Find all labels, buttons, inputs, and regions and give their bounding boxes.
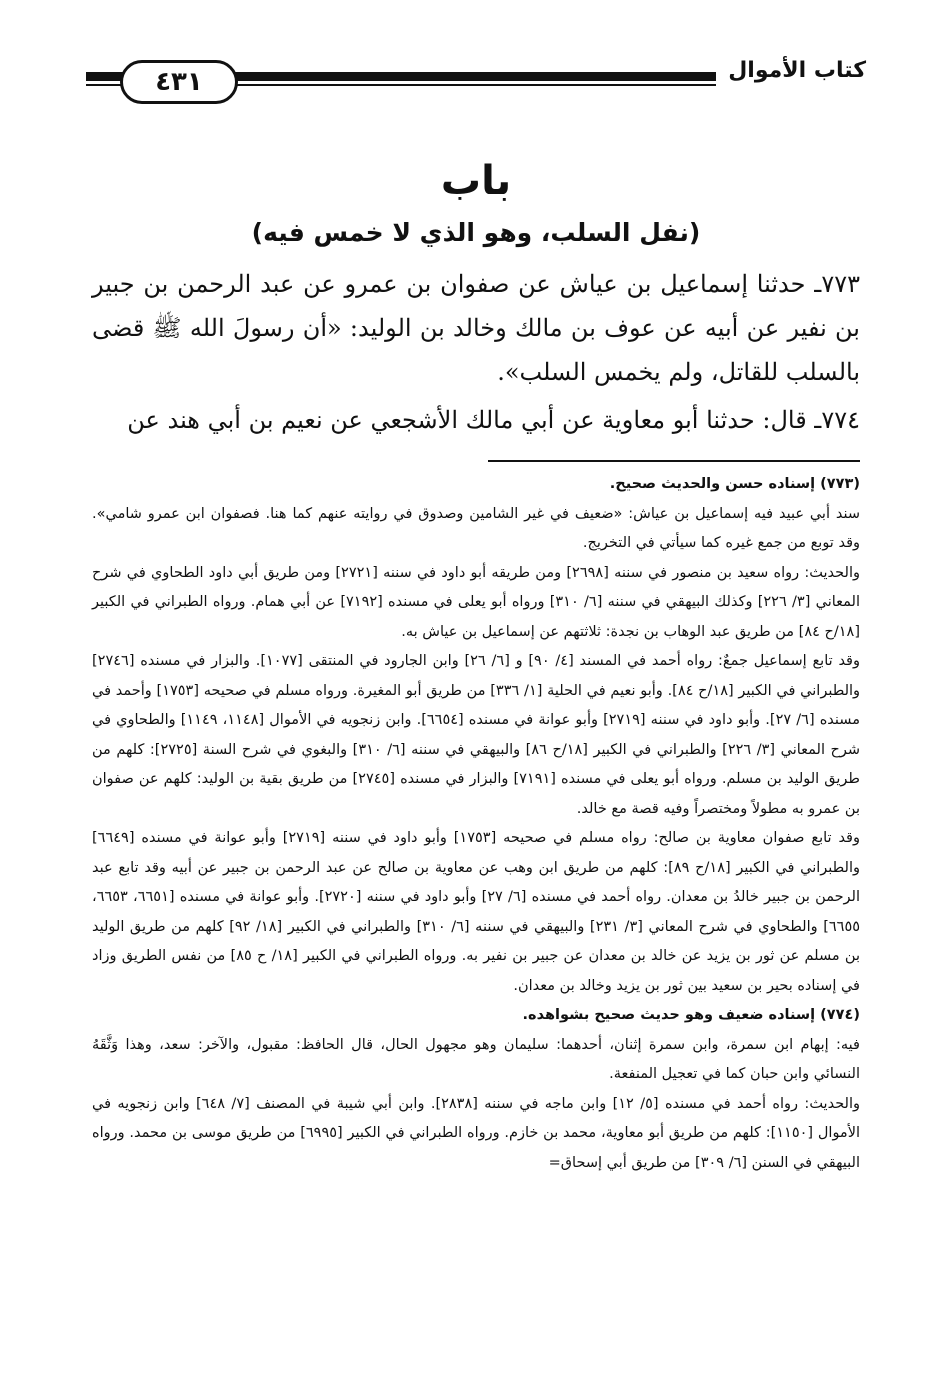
note-paragraph: سند أبي عبيد فيه إسماعيل بن عياش: «ضعيف في غير الشامين وصدوق في روايته عنهم كما هنا. فصفوان ابن عمرو شامي». وقد توبع من جمع غيره كما سيأتي في التخريج. (92, 505, 860, 551)
note-paragraph: وقد تابع صفوان معاوية بن صالح: رواه مسلم في صحيحه [١٧٥٣] وأبو داود في سننه [٢٧١٩] وأبو عوانة في مسنده [٦٦٤٩] والطبراني في الكبير [١٨/ح ٨٩]: كلهم من طريق ابن وهب عن معاوية بن صالح عن عبد الرحمن بن جبير عن أبيه وقد تابع عبد الرحمن بن جبير خالدُ بن معدان. رواه أحمد في مسنده [٦/ ٢٧] وأبو داود في سننه [٢٧٢٠]. وأبو عوانة في مسنده [٦٦٥١، ٦٦٥٣، ٦٦٥٥] والطحاوي في شرح المعاني [٣/ ٢٣١] والبيهقي في سننه [٦/ ٣١٠] والطبراني في الكبير [١٨/ ٩٢] كلهم من طريق الوليد بن مسلم عن ثور بن يزيد عن خالد بن معدان عن جبير بن نفير به. ورواه الطبراني في الكبير [١٨/ ح ٨٥] من نفس الطريق وزاد في إسناده بحير بن سعيد بين ثور بن يزيد وخالد بن معدان. (92, 830, 861, 994)
note-paragraph: وقد تابع إسماعيل جمعٌ: رواه أحمد في المسند [٤/ ٩٠] و [٦/ ٢٦] وابن الجارود في المنتقى [١٠٧٧]. والبزار في مسنده [٢٧٤٦] والطبراني في الكبير [١٨/ح ٨٤]. وأبو نعيم في الحلية [١/ ٣٣٦] من طريق أبو المغيرة. ورواه مسلم في صحيحه [١٧٥٣] وأحمد في مسنده [٦/ ٢٧]. وأبو داود في سننه [٢٧١٩] وأبو عوانة في مسنده [٦٦٥٤]. وابن زنجويه في الأموال [١١٤٨، ١١٤٩] والطحاوي في شرح المعاني [٣/ ٢٢٦] والطبراني في الكبير [١٨/ح ٨٦] والبيهقي في سننه [٦/ ٣١٠] والبغوي في شرح السنة [٢٧٢٥]: كلهم من طريق الوليد بن مسلم. ورواه أبو يعلى في مسنده [٧١٩١] والبزار في مسنده [٢٧٤٥] من طريق بقية بن الوليد: كلهم عن صفوان بن عمرو به مطولاً ومختصراً وفيه قصة مع خالد. (92, 653, 861, 817)
note-773-heading: (٧٧٣) إسناده حسن والحديث صحيح. (609, 476, 860, 492)
note-paragraph: والحديث: رواه سعيد بن منصور في سننه [٢٦٩٨] ومن طريقه أبو داود في سننه [٢٧٢١] ومن طريق أبي داود الطحاوي في شرح المعاني [٣/ ٢٢٦] وكذلك البيهقي في سننه [٦/ ٣١٠] ورواه أبو يعلى في مسنده [٧١٩٢] عن أبي همام. ورواه الطبراني في الكبير [١٨/ح ٨٤] من طريق عبد الوهاب بن نجدة: ثلاثتهم عن إسماعيل بن عياش به. (92, 564, 860, 640)
main-text (92, 262, 860, 442)
chapter-title: باب (440, 158, 512, 204)
note-paragraph: فيه: إبهام ابن سمرة، وابن سمرة إثنان، أحدهما: سليمان وهو مجهول الحال، قال الحافظ: مقبول، والآخر: سعد، وهذا وَثَّقَهُ النسائي وابن حبان كما في تعجيل المنفعة. (92, 1036, 860, 1082)
book-title: كتاب الأموال (728, 58, 866, 83)
footnotes (92, 470, 860, 1178)
note-paragraph: والحديث: رواه أحمد في مسنده [٥/ ١٢] وابن ماجه في سننه [٢٨٣٨]. وابن أبي شيبة في المصنف [٧/ ٦٤٨] وابن زنجويه في الأموال [١١٥٠]: كلهم من طريق أبو معاوية، محمد بن خازم. ورواه الطبراني في الكبير [٦٩٩٥] من طريق موسى بن محمد. ورواه البيهقي في السنن [٦/ ٣٠٩] من طريق أبي إسحاق= (92, 1095, 861, 1171)
chapter-subtitle: (نفل السلب، وهو الذي لا خمس فيه) (251, 218, 701, 247)
page-number: ٤٣١ (120, 60, 238, 104)
hadith-774: ٧٧٤ـ قال: حدثنا أبو معاوية عن أبي مالك الأشجعي عن نعيم بن أبي هند عن (127, 406, 860, 434)
footnote-separator (488, 460, 860, 462)
page-header (86, 56, 866, 112)
hadith-773: ٧٧٣ـ حدثنا إسماعيل بن عياش عن صفوان بن عمرو عن عبد الرحمن بن جبير بن نفير عن أبيه عن عوف بن مالك وخالد بن الوليد: «أن رسولَ الله ﷺ قضى بالسلب للقاتل، ولم يخمس السلب». (92, 270, 860, 386)
note-774-heading: (٧٧٤) إسناده ضعيف وهو حديث صحيح بشواهده. (522, 1007, 860, 1023)
